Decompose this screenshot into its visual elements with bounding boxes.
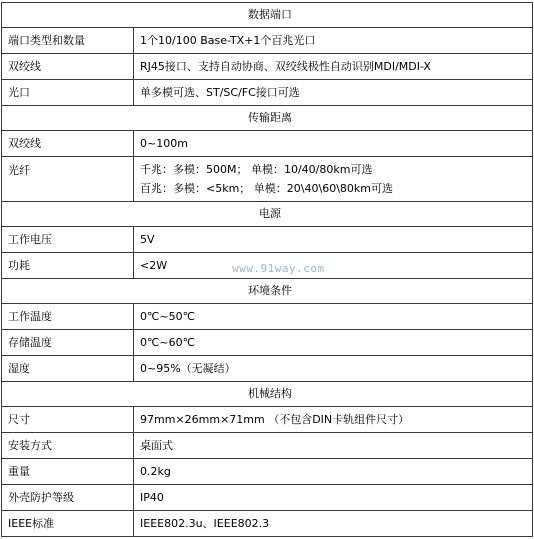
row-label: 外壳防护等级: [2, 485, 134, 511]
table-row: [2, 485, 533, 511]
row-label: 工作电压: [2, 227, 134, 253]
row-label: 尺寸: [2, 407, 134, 433]
table-row: [2, 356, 533, 382]
table-row: [2, 131, 533, 157]
row-label: 端口类型和数量: [2, 28, 134, 54]
row-value: 0℃~60℃: [134, 330, 533, 356]
table-row: [2, 157, 533, 202]
row-label: 双绞线: [2, 54, 134, 80]
fiber-gigabit-line: 千兆：多模：500M； 单模：10/40/80km可选: [140, 163, 373, 176]
row-label: 重量: [2, 459, 134, 485]
row-label: 功耗: [2, 253, 134, 279]
row-label: IEEE标准: [2, 511, 134, 537]
section-title-power: 电源: [2, 202, 533, 227]
section-title-environment: 环境条件: [2, 279, 533, 304]
table-row: [2, 80, 533, 106]
section-title-transmission: 传输距离: [2, 106, 533, 131]
row-value: 0~100m: [134, 131, 533, 157]
table-row: [2, 330, 533, 356]
row-value: 桌面式: [134, 433, 533, 459]
row-value: 1个10/100 Base-TX+1个百兆光口: [134, 28, 533, 54]
table-row: [2, 28, 533, 54]
row-value: 0~95%（无凝结）: [134, 356, 533, 382]
section-header-row: [2, 279, 533, 304]
table-row: [2, 304, 533, 330]
row-value: 单多模可选、ST/SC/FC接口可选: [134, 80, 533, 106]
row-label: 光口: [2, 80, 134, 106]
table-row: [2, 54, 533, 80]
row-value: IP40: [134, 485, 533, 511]
row-value: [134, 157, 533, 202]
section-title-data-port: 数据端口: [2, 3, 533, 28]
row-label: 湿度: [2, 356, 134, 382]
fiber-fast-ethernet-line: 百兆：多模：<5km； 单模：20\40\60\80km可选: [140, 182, 393, 195]
row-label: 安装方式: [2, 433, 134, 459]
section-header-row: [2, 202, 533, 227]
row-label: 双绞线: [2, 131, 134, 157]
row-value: 5V: [134, 227, 533, 253]
row-value: 0℃~50℃: [134, 304, 533, 330]
row-value: <2W: [134, 253, 533, 279]
row-value: 0.2kg: [134, 459, 533, 485]
watermark: www.91way.com: [232, 262, 325, 275]
table-row: [2, 511, 533, 537]
table-row: [2, 433, 533, 459]
table-row: [2, 407, 533, 433]
row-value: 97mm×26mm×71mm （不包含DIN卡轨组件尺寸）: [134, 407, 533, 433]
table-row: [2, 459, 533, 485]
section-header-row: [2, 3, 533, 28]
section-title-mechanical: 机械结构: [2, 382, 533, 407]
table-row: [2, 227, 533, 253]
row-value: RJ45接口、支持自动协商、双绞线极性自动识别MDI/MDI-X: [134, 54, 533, 80]
row-value: IEEE802.3u、IEEE802.3: [134, 511, 533, 537]
row-label: 存储温度: [2, 330, 134, 356]
section-header-row: [2, 106, 533, 131]
row-label: 工作温度: [2, 304, 134, 330]
row-label: 光纤: [2, 157, 134, 202]
section-header-row: [2, 382, 533, 407]
